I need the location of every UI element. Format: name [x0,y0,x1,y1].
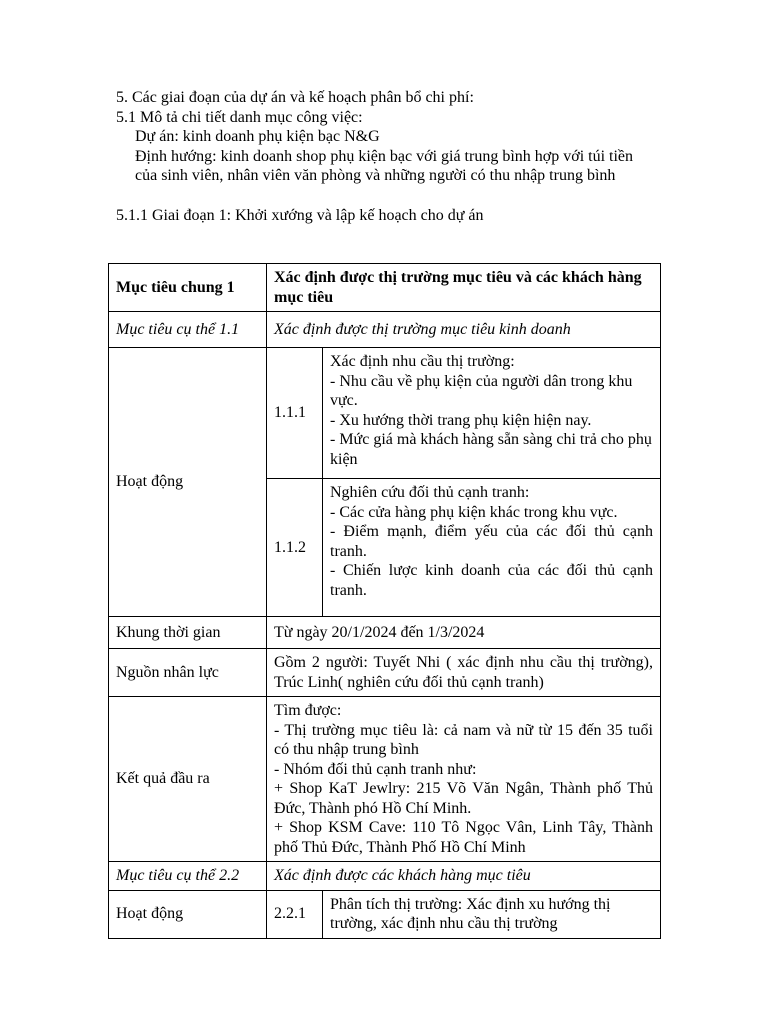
intro-section [116,88,656,225]
output-value: Tìm được: - Thị trường mục tiêu là: cả nam và nữ từ 15 đến 35 tuổi có thu nhập trung bình - Nhóm đối thủ cạnh tranh như: + Shop KaT Jewlry: 215 Võ Văn Ngân, Thành phố Thủ Đức, Thành phó Hồ Chí Minh. + Shop KSM Cave: 110 Tô Ngọc Vân, Linh Tây, Thành phố Thủ Đức, Thành Phố Hồ Chí Minh [267,697,661,862]
table-row [109,312,661,348]
resources-value: Gồm 2 người: Tuyết Nhi ( xác định nhu cầu thị trường), Trúc Linh( nghiên cứu đối thủ cạnh tranh) [267,649,661,697]
activity-code: 2.2.1 [267,890,323,938]
table-row [109,264,661,312]
timeframe-value: Từ ngày 20/1/2024 đến 1/3/2024 [267,617,661,649]
table-row [109,697,661,862]
timeframe-label: Khung thời gian [109,617,267,649]
specific-goal-label: Mục tiêu cụ thể 1.1 [109,312,267,348]
table-row [109,890,661,938]
subsection-heading: 5.1 Mô tả chi tiết danh mục công việc: [116,108,363,126]
activity-code: 1.1.1 [267,348,323,479]
phase-heading: 5.1.1 Giai đoạn 1: Khởi xướng và lập kế hoạch cho dự án [116,206,484,224]
activity-label: Hoạt động [109,890,267,938]
table-row [109,649,661,697]
general-goal-value: Xác định được thị trường mục tiêu và các khách hàng mục tiêu [267,264,661,312]
project-name: Dự án: kinh doanh phụ kiện bạc N&G [135,128,380,145]
specific-goal-value: Xác định được các khách hàng mục tiêu [267,862,661,891]
table-row [109,348,661,479]
project-orientation: Định hướng: kinh doanh shop phụ kiện bạc với giá trung bình hợp với túi tiền của sinh viên, nhân viên văn phòng và những người có thu nhập trung bình [135,147,634,184]
general-goal-label: Mục tiêu chung 1 [109,264,267,312]
activity-label: Hoạt động [109,348,267,617]
section-heading: 5. Các giai đoạn của dự án và kế hoạch phân bổ chi phí: [116,89,474,106]
table-row [109,617,661,649]
table-row [109,862,661,891]
resources-label: Nguồn nhân lực [109,649,267,697]
activity-description: Xác định nhu cầu thị trường: - Nhu cầu về phụ kiện của người dân trong khu vực. - Xu hướng thời trang phụ kiện hiện nay. - Mức giá mà khách hàng sẵn sàng chi trả cho phụ kiện [323,348,661,479]
specific-goal-label: Mục tiêu cụ thể 2.2 [109,862,267,891]
activity-description: Nghiên cứu đối thủ cạnh tranh: - Các cửa hàng phụ kiện khác trong khu vực. - Điểm mạnh, điểm yếu của các đối thủ cạnh tranh. - Chiến lược kinh doanh của các đối thủ cạnh tranh. [323,479,661,617]
activity-description: Phân tích thị trường: Xác định xu hướng thị trường, xác định nhu cầu thị trường [323,890,661,938]
output-label: Kết quả đầu ra [109,697,267,862]
work-breakdown-table [108,263,661,939]
specific-goal-value: Xác định được thị trường mục tiêu kinh doanh [267,312,661,348]
activity-code: 1.1.2 [267,479,323,617]
